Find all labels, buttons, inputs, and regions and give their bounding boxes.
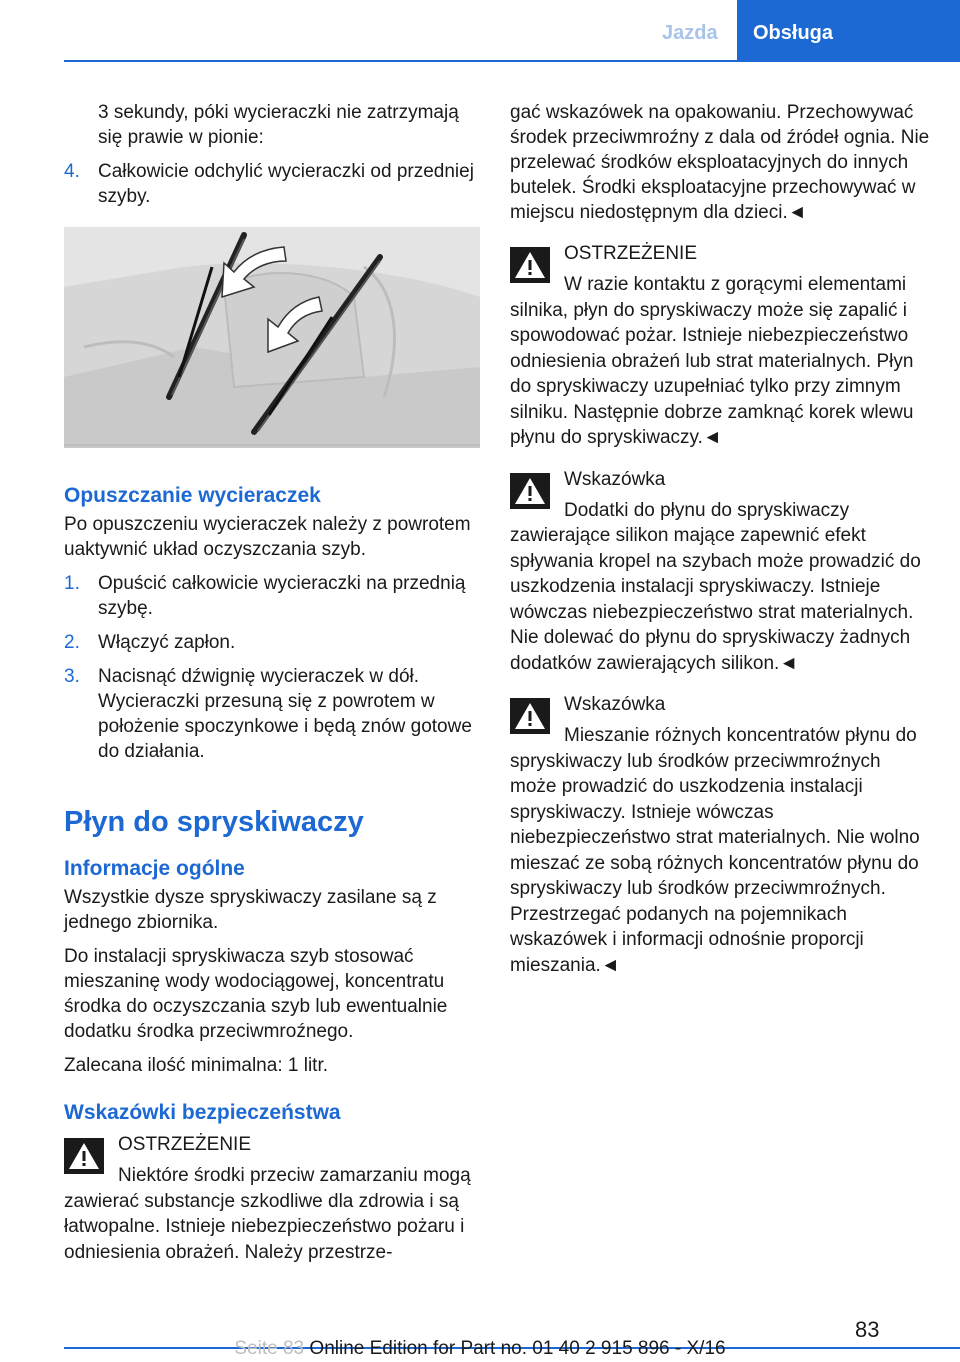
warning-icon [510,698,550,734]
step-number: 2. [64,632,80,653]
note-body: Mieszanie różnych koncentratów płynu do spryskiwaczy lub środków przeciwmroźnych może prowadzić do uszkodzenia instalacji spryskiwaczy. Istnieje wówczas niebezpieczeństwo strat materialnych. Nie wolno mieszać ze sobą różnych koncentratów płynu do spryskiwaczy lub środków przeciwmroźnych. Przestrzegać podanych na pojemnikach wskazówek i informacji odnośnie proporcji mieszania.◄ [510,725,920,976]
section-heading: Płyn do spryskiwaczy [64,806,364,838]
warning-icon [510,473,550,509]
lowering-text: Po opuszczeniu wycieraczek należy z powrotem uaktywnić układ oczyszczania szyb. [64,514,471,560]
step-number: 3. [64,666,80,687]
general-paragraph-1: Wszystkie dysze spryskiwaczy zasilane są z jednego zbiornika. [64,887,437,933]
step-text: Włączyć zapłon. [98,632,236,653]
warning-icon [510,247,550,283]
footer-edition [0,1338,960,1360]
safety-heading: Wskazówki bezpieczeństwa [64,1101,341,1124]
warning-body: Niektóre środki przeciw zamarzaniu mogą zawierać substancje szkodliwe dla zdrowia i są łatwopalne. Istnieje niebezpieczeństwo pożaru i odniesienia obrażeń. Należy przestrze- [64,1165,471,1263]
lowering-step-2 [64,630,480,655]
step-number: 1. [64,573,80,594]
step-text: Opuścić całkowicie wycieraczki na przednią szybę. [98,573,466,619]
page-number: 83 [855,1317,880,1342]
continuation-text: gać wskazówek na opakowaniu. Przechowywać środek przeciwmroźny z dala od źródeł ognia. Nie przelewać środków eksploatacyjnych do innych butelek. Środki eksploatacyjne przechowywać w miejscu niedostępnym dla dzieci.◄ [510,102,930,223]
warning-block-2 [510,241,930,451]
warning-title: OSTRZEŻENIE [118,1134,252,1155]
lowering-step-3 [64,664,480,764]
lowering-heading: Opuszczanie wycieraczek [64,484,321,507]
page-header [0,0,960,64]
note-title: Wskazówka [564,468,666,490]
warning-body: W razie kontaktu z gorącymi elementami silnika, płyn do spryskiwaczy może się zapalić i spowodować pożar. Istnieje niebezpieczeństwo odniesienia obrażeń lub strat materialnych. Płyn do spryskiwaczy uzupełniać tylko przy zimnym silniku. Następnie dobrze zamknąć korek wlewu płynu do spryskiwaczy.◄ [510,274,914,448]
step-number: 4. [64,161,80,182]
general-paragraph-2: Do instalacji spryskiwacza szyb stosować mieszaninę wody wodociągowej, koncentratu środka do oczyszczania szyb lub ewentualnie dodatku środka przeciwmroźnego. [64,946,448,1042]
lowering-step-1 [64,571,480,621]
intro-text: 3 sekundy, póki wycieraczki nie zatrzymają się prawie w pionie: [98,102,459,148]
step-text: Nacisnąć dźwignię wycieraczek w dół. Wycieraczki przesuną się z powrotem w położenie spoczynkowe i będą znów gotowe do działania. [98,666,472,762]
warning-block-1 [64,1132,480,1265]
step-text: Całkowicie odchylić wycieraczki od przedniej szyby. [98,161,474,207]
wiper-illustration [64,227,480,448]
header-rule [64,60,960,62]
note-block-2 [510,692,930,978]
tab-jazda[interactable]: Jazda [662,22,718,44]
tab-obsluga[interactable]: Obsługa [737,0,960,62]
footer-watermark: Seite 83 [234,1338,305,1359]
note-body: Dodatki do płynu do spryskiwaczy zawierające silikon mające zapewnić efekt spływania kropel na szybach może prowadzić do uszkodzenia instalacji spryskiwaczy. Istnieje wówczas niebezpieczeństwo strat materialnych. Nie dolewać do płynu do spryskiwaczy żadnych dodatków zawierających silikon.◄ [510,499,921,674]
note-title: Wskazówka [564,694,666,715]
warning-title: OSTRZEŻENIE [564,243,698,264]
left-column [64,100,480,1274]
windshield-wipers-raised-illustration [64,227,480,448]
warning-icon [64,1138,104,1174]
step-4 [64,159,480,209]
note-block-1 [510,467,930,677]
general-heading: Informacje ogólne [64,857,245,880]
edition-text: Online Edition for Part no. 01 40 2 915 896 - X/16 [309,1338,726,1359]
general-paragraph-3: Zalecana ilość minimalna: 1 litr. [64,1055,328,1076]
right-column [510,100,930,987]
